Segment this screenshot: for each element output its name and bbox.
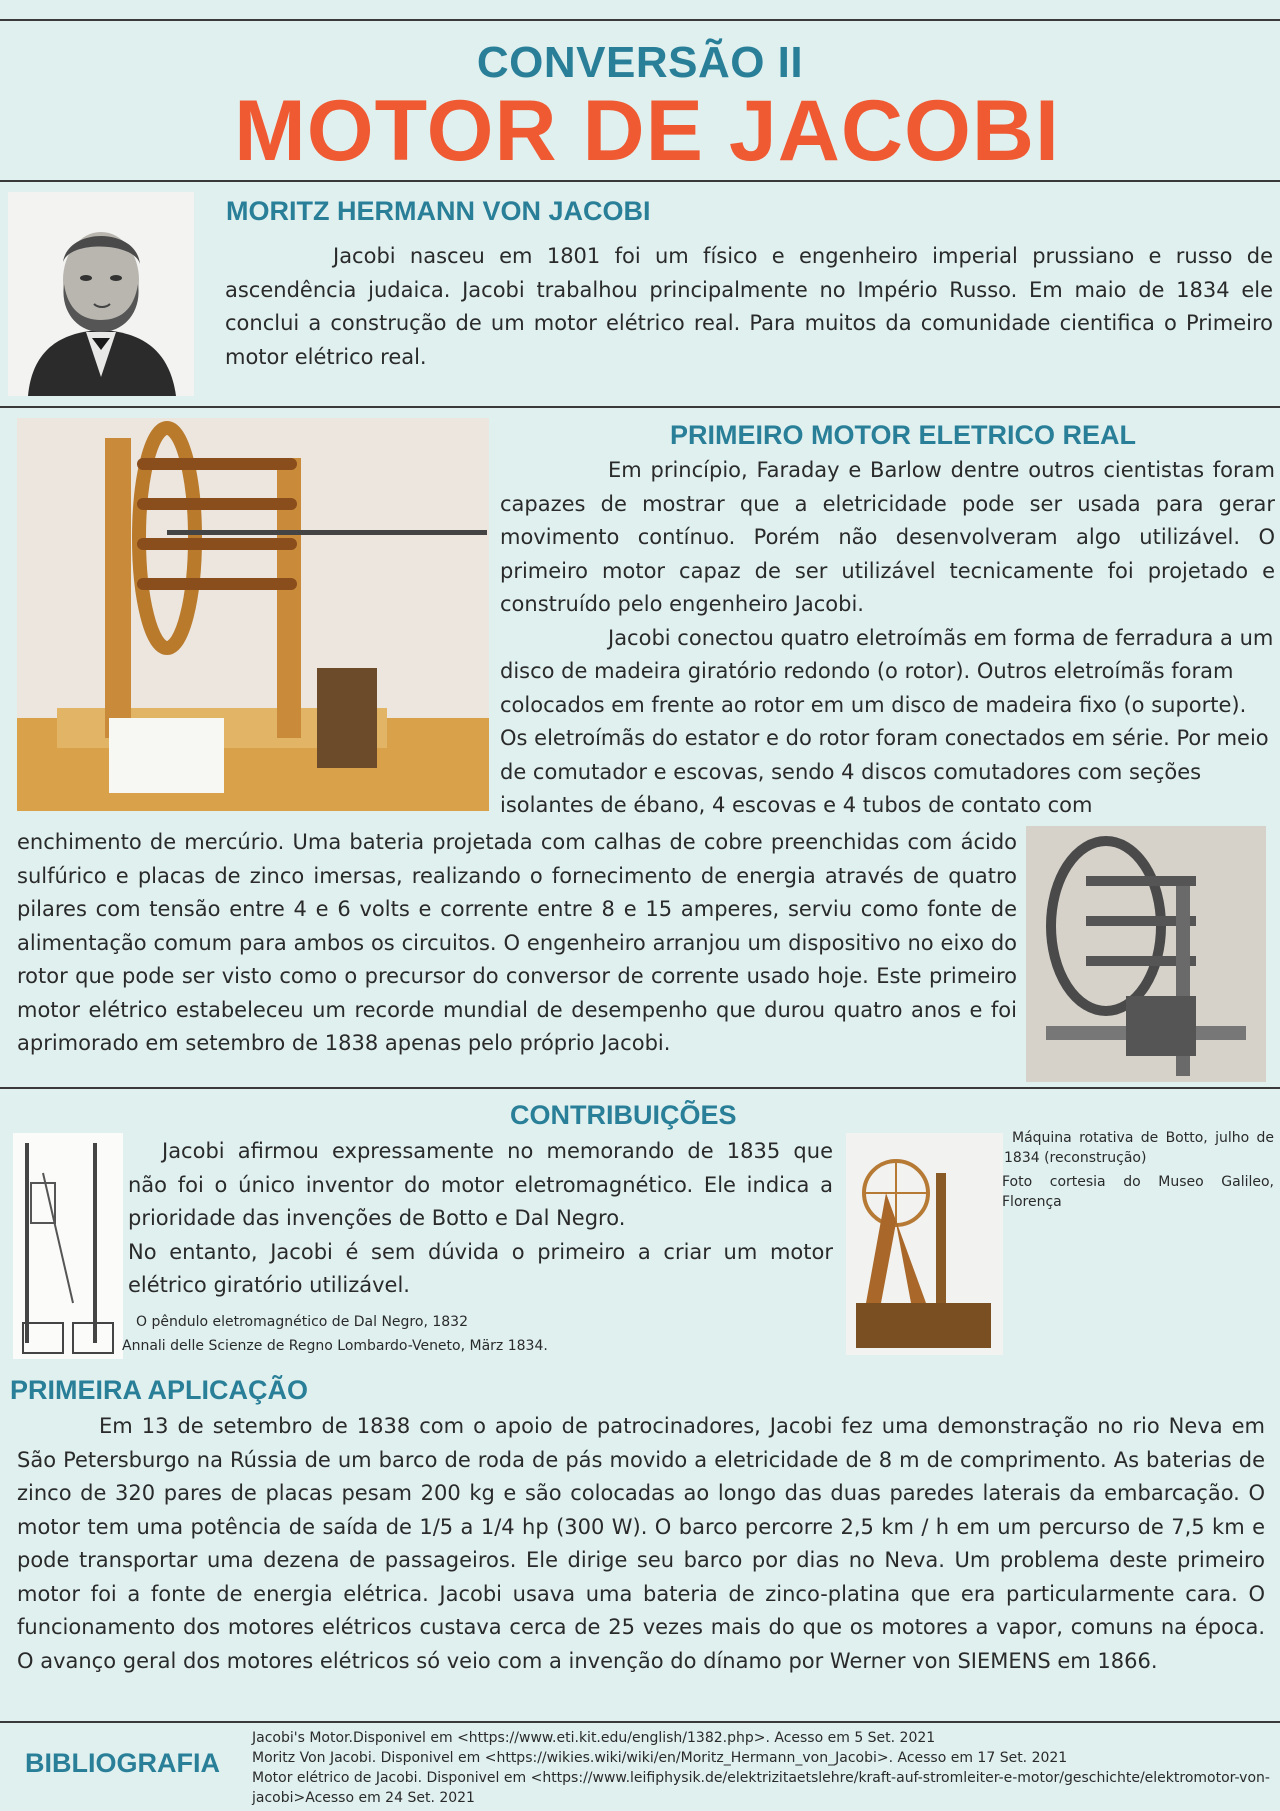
bibliography-item: Jacobi's Motor.Disponivel em <https://www.eti.kit.edu/english/1382.php>. Acesso em 5 Set. 2021 [252, 1730, 936, 1746]
divider [0, 1721, 1280, 1723]
divider [0, 1087, 1280, 1089]
bibliography-item: Motor elétrico de Jacobi. Disponivel em <https://www.leifiphysik.de/elektrizitaetslehre/kraft-auf-stromleiter-e-motor/geschichte/elektromotor-von-jacobi>Acesso em 24 Set. 2021 [252, 1770, 1270, 1806]
jacobi-motor-engraving [1026, 826, 1266, 1082]
biography-text [225, 240, 1273, 374]
first-motor-paragraph-2: Jacobi conectou quatro eletroímãs em forma de ferradura a um disco de madeira giratório redondo (o rotor). Outros eletroímãs foram colocados em frente ao rotor em um disco de madeira fixo (o suporte). Os eletroímãs do estator e do rotor foram conectados em série. Por meio de comutador e escovas, sendo 4 discos comutadores com seções isolantes de ébano, 4 escovas e 4 tubos de contato com [500, 625, 1274, 817]
bibliography-title: BIBLIOGRAFIA [25, 1748, 220, 1778]
application-paragraph: Em 13 de setembro de 1838 com o apoio de patrocinadores, Jacobi fez uma demonstração no rio Neva em São Petersburgo na Rússia de um barco de roda de pás movido a eletricidade de 8 m de comprimento. As baterias de zinco de 320 pares de placas pesam 200 kg e são colocadas ao longo das duas paredes laterais da embarcação. O motor tem uma potência de saída de 1/5 a 1/4 hp (300 W). O barco percorre 2,5 km / h em um percurso de 7,5 km e pode transportar uma dezena de passageiros. Ele dirige seu barco por dias no Neva. Um problema deste primeiro motor foi a fonte de energia elétrica. Jacobi usava uma bateria de zinco-platina que era particularmente cara. O funcionamento dos motores elétricos custava cerca de 25 vezes mais do que os motores a vapor, comuns na época. O avanço geral dos motores elétricos só veio com a invenção do dínamo por Werner von SIEMENS em 1866. [17, 1414, 1265, 1673]
dal-negro-caption: O pêndulo eletromagnético de Dal Negro, 1832 [136, 1314, 468, 1330]
contributions-paragraph-1: Jacobi afirmou expressamente no memorando de 1835 que não foi o único inventor do motor eletromagnético. Ele indica a prioridade das invenções de Botto e Dal Negro. [128, 1139, 833, 1230]
page-title: MOTOR DE JACOBI [234, 83, 1060, 179]
biography-title: MORITZ HERMANN VON JACOBI [226, 196, 651, 226]
bibliography-item: Moritz Von Jacobi. Disponivel em <https://wikies.wiki/wiki/en/Moritz_Hermann_von_Jacobi>. Acesso em 17 Set. 2021 [252, 1750, 1068, 1766]
botto-machine-photo [846, 1133, 1003, 1355]
contributions-text [128, 1135, 833, 1303]
divider [0, 406, 1280, 408]
contributions-title: CONTRIBUIÇÕES [510, 1100, 737, 1130]
jacobi-portrait [8, 192, 194, 396]
divider [0, 19, 1280, 21]
first-motor-text [500, 454, 1275, 823]
application-text [17, 1410, 1265, 1678]
botto-caption: Máquina rotativa de Botto, julho de 1834 (reconstrução) [1004, 1130, 1274, 1166]
first-motor-title: PRIMEIRO MOTOR ELETRICO REAL [670, 420, 1137, 450]
bibliography-list [252, 1728, 1272, 1808]
biography-paragraph: Jacobi nasceu em 1801 foi um físico e engenheiro imperial prussiano e russo de ascendência judaica. Jacobi trabalhou principalmente no Império Russo. Em maio de 1834 ele conclui a construção de um motor elétrico real. Para muitos da comunidade cientifica o Primeiro motor elétrico real. [225, 244, 1273, 369]
divider [0, 180, 1280, 182]
contributions-paragraph-2: No entanto, Jacobi é sem dúvida o primeiro a criar um motor elétrico giratório utilizável. [128, 1239, 833, 1297]
first-motor-text-cont [17, 826, 1017, 1061]
page-subtitle: CONVERSÃO II [476, 38, 804, 87]
jacobi-motor-photo [17, 418, 489, 811]
first-motor-paragraph-1: Em princípio, Faraday e Barlow dentre outros cientistas foram capazes de mostrar que a eletricidade pode ser usada para gerar movimento contínuo. Porém não desenvolveram algo utilizável. O primeiro motor capaz de ser utilizável tecnicamente foi projetado e construído pelo engenheiro Jacobi. [500, 458, 1275, 616]
dal-negro-pendulum-drawing [13, 1133, 123, 1359]
application-title: PRIMEIRA APLICAÇÃO [10, 1375, 309, 1405]
dal-negro-source: Annali delle Scienze de Regno Lombardo-Veneto, März 1834. [122, 1338, 548, 1354]
botto-credit: Foto cortesia do Museo Galileo, Florença [1002, 1174, 1274, 1210]
first-motor-paragraph-3: enchimento de mercúrio. Uma bateria projetada com calhas de cobre preenchidas com ácido sulfúrico e placas de zinco imersas, realizando o fornecimento de energia através de quatro pilares com tensão entre 4 e 6 volts e corrente entre 8 e 15 amperes, serviu como fonte de alimentação comum para ambos os circuitos. O engenheiro arranjou um dispositivo no eixo do rotor que pode ser visto como o precursor do conversor de corrente usado hoje. Este primeiro motor elétrico estabeleceu um recorde mundial de desempenho que durou quatro anos e foi aprimorado em setembro de 1838 apenas pelo próprio Jacobi. [17, 830, 1017, 1055]
